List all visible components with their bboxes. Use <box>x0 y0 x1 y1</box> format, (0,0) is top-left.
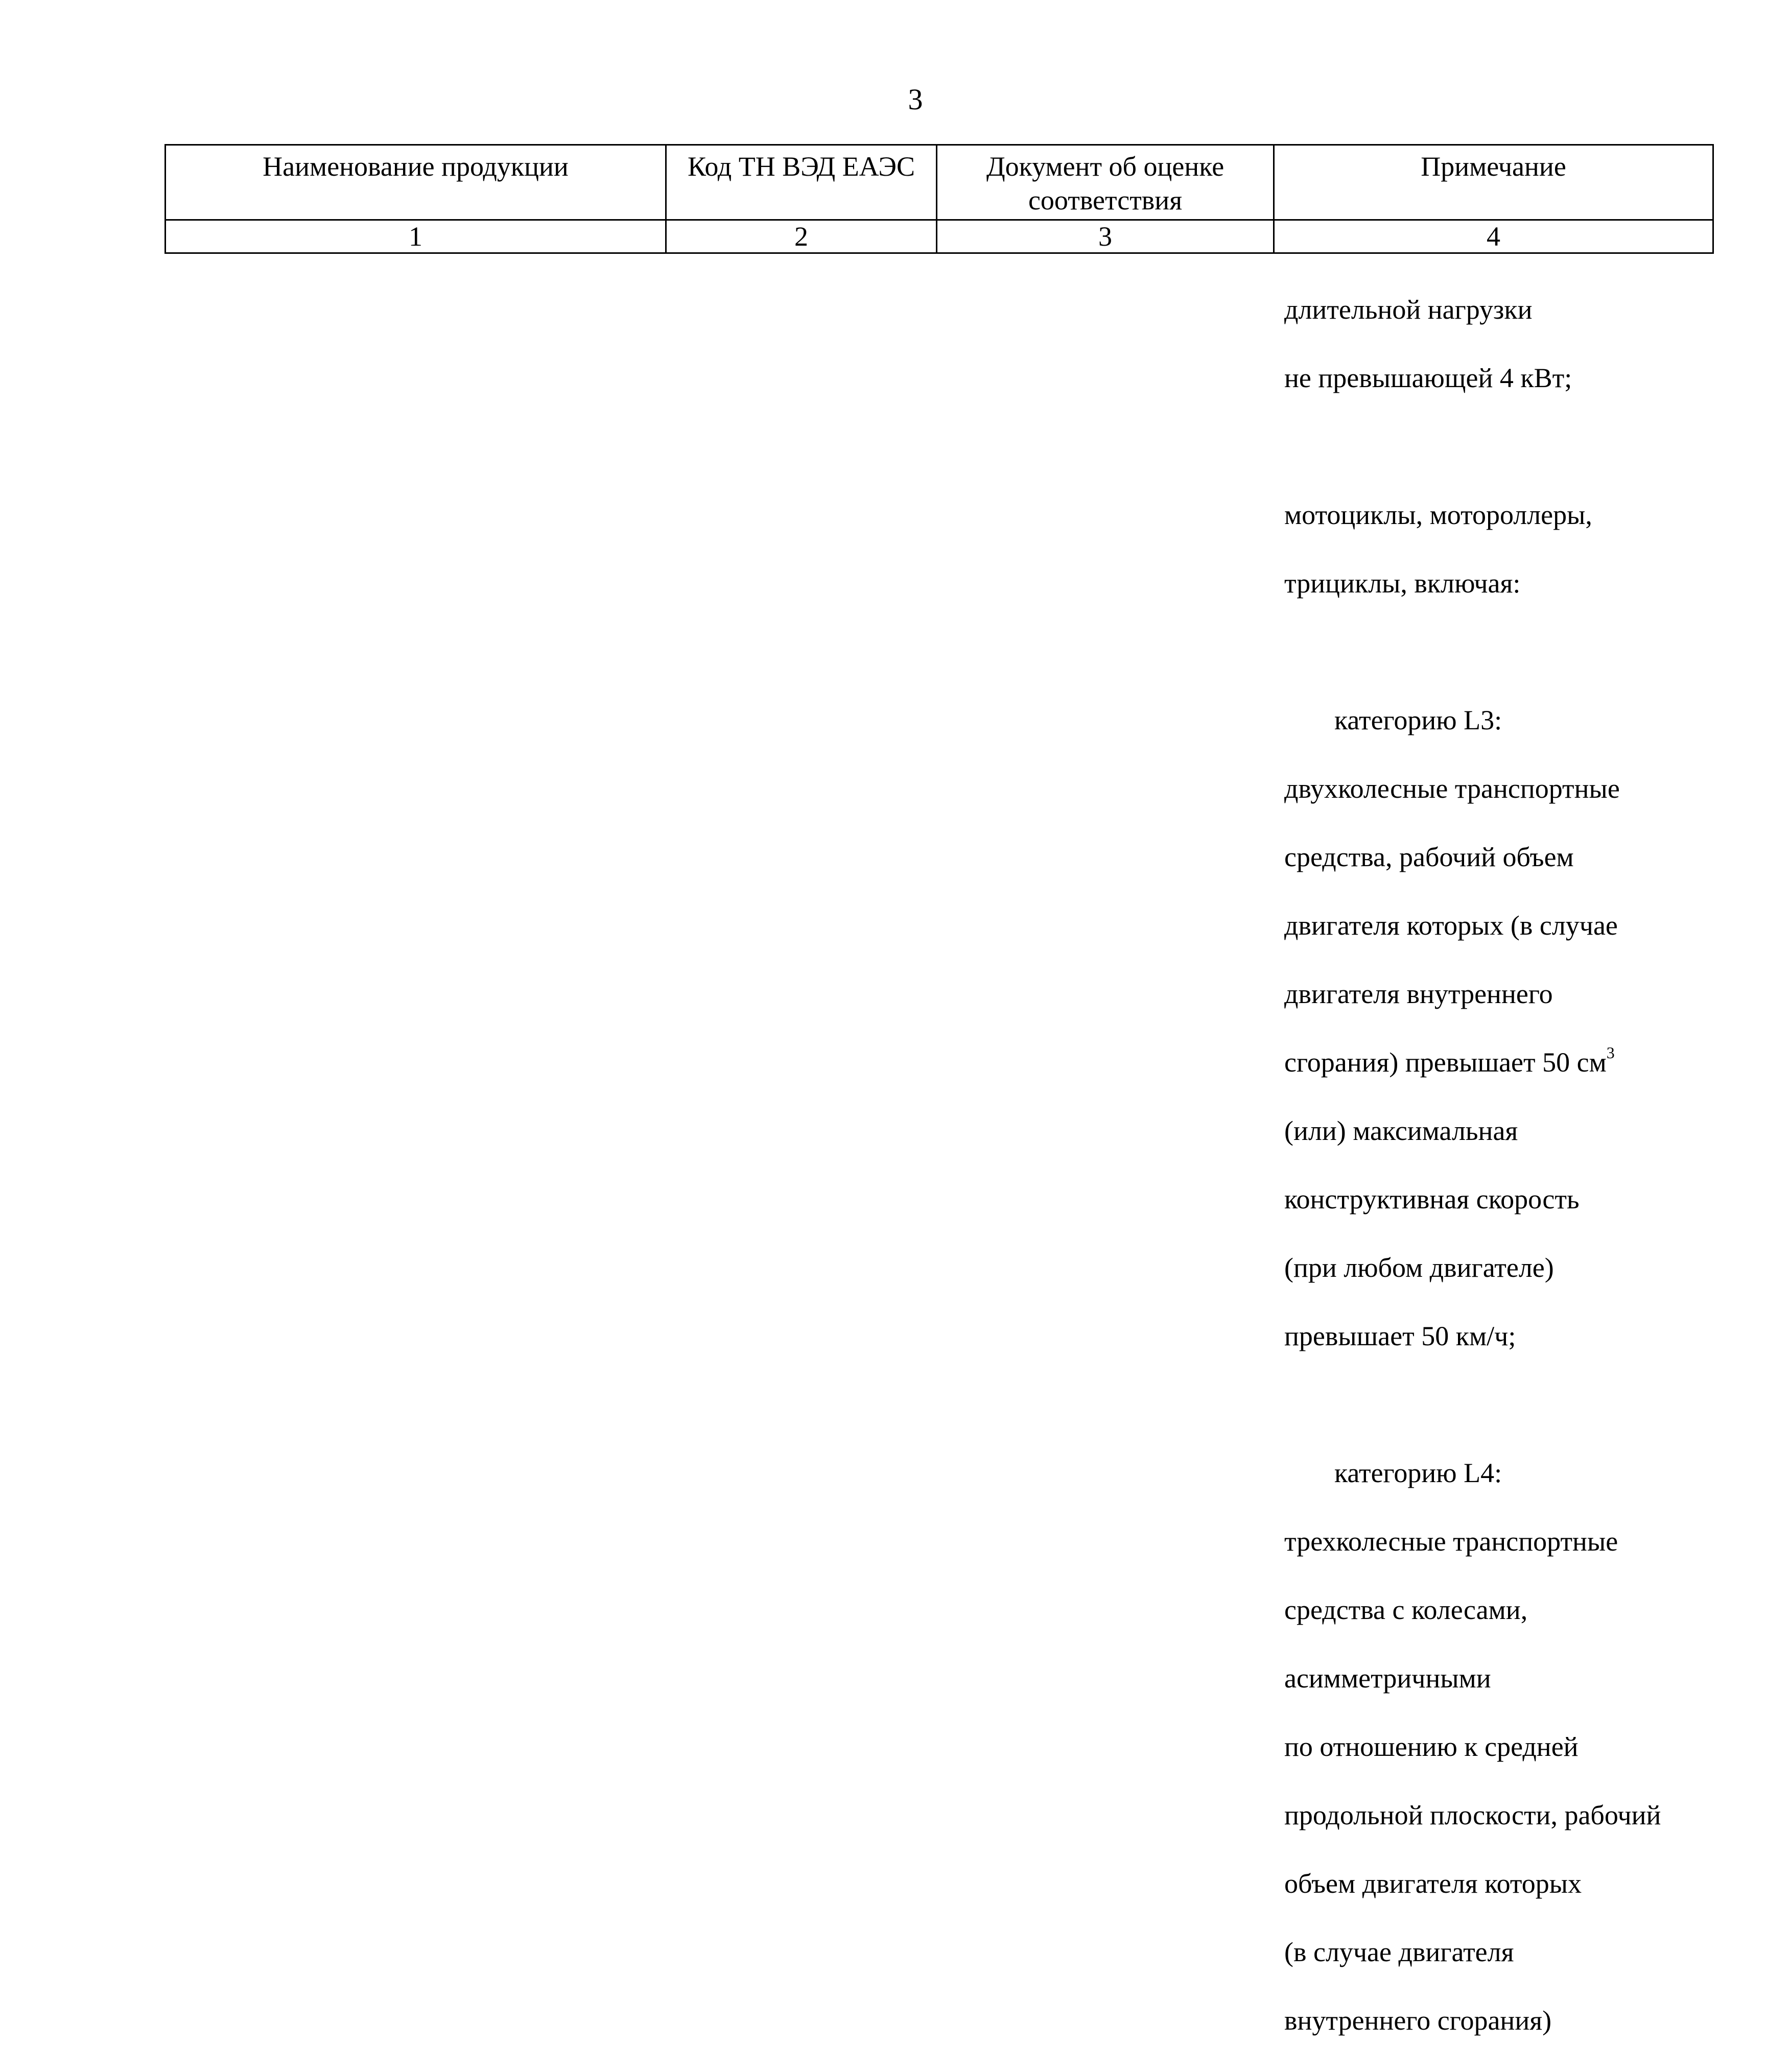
note-line: двухколесные транспортные <box>1284 773 1620 804</box>
note-column-text <box>1284 258 1724 2072</box>
category-l3-heading: категорию L3: <box>1334 705 1502 735</box>
note-line: (при любом двигателе) <box>1284 1252 1554 1283</box>
note-line: по отношению к средней <box>1284 1731 1579 1762</box>
note-line: (в случае двигателя <box>1284 1937 1514 1967</box>
note-line: мотоциклы, мотороллеры, <box>1284 499 1592 530</box>
column-number-4: 4 <box>1274 220 1713 253</box>
note-line-with-superscript <box>1284 1045 1724 1080</box>
note-line: средства, рабочий объем <box>1284 842 1574 872</box>
header-conformity-document: Документ об оценке соответствия <box>937 145 1274 220</box>
note-line: асимметричными <box>1284 1663 1491 1694</box>
note-line: трехколесные транспортные <box>1284 1526 1618 1557</box>
note-line: трициклы, включая: <box>1284 568 1521 599</box>
note-line: внутреннего сгорания) <box>1284 2005 1552 2036</box>
document-table <box>164 144 1714 254</box>
category-l4-heading: категорию L4: <box>1334 1458 1502 1488</box>
table-column-numbers-row <box>166 220 1713 253</box>
column-number-2: 2 <box>666 220 937 253</box>
header-note: Примечание <box>1274 145 1713 220</box>
note-line: объем двигателя которых <box>1284 1868 1582 1899</box>
header-tn-ved-code: Код ТН ВЭД ЕАЭС <box>666 145 937 220</box>
header-product-name: Наименование продукции <box>166 145 666 220</box>
note-line: средства с колесами, <box>1284 1594 1528 1625</box>
superscript-cube: 3 <box>1606 1043 1615 1062</box>
note-line: (или) максимальная <box>1284 1115 1518 1146</box>
table-header-row <box>166 145 1713 220</box>
note-line: двигателя которых (в случае <box>1284 910 1618 941</box>
column-number-3: 3 <box>937 220 1274 253</box>
column-number-1: 1 <box>166 220 666 253</box>
note-text: сгорания) превышает 50 см <box>1284 1047 1607 1078</box>
note-line: двигателя внутреннего <box>1284 979 1553 1009</box>
note-line: не превышающей 4 кВт; <box>1284 363 1572 393</box>
note-line: длительной нагрузки <box>1284 294 1533 325</box>
note-line: превышает 50 км/ч; <box>1284 1321 1516 1351</box>
note-line: продольной плоскости, рабочий <box>1284 1800 1661 1830</box>
page-number: 3 <box>908 83 923 116</box>
note-line: конструктивная скорость <box>1284 1184 1580 1214</box>
